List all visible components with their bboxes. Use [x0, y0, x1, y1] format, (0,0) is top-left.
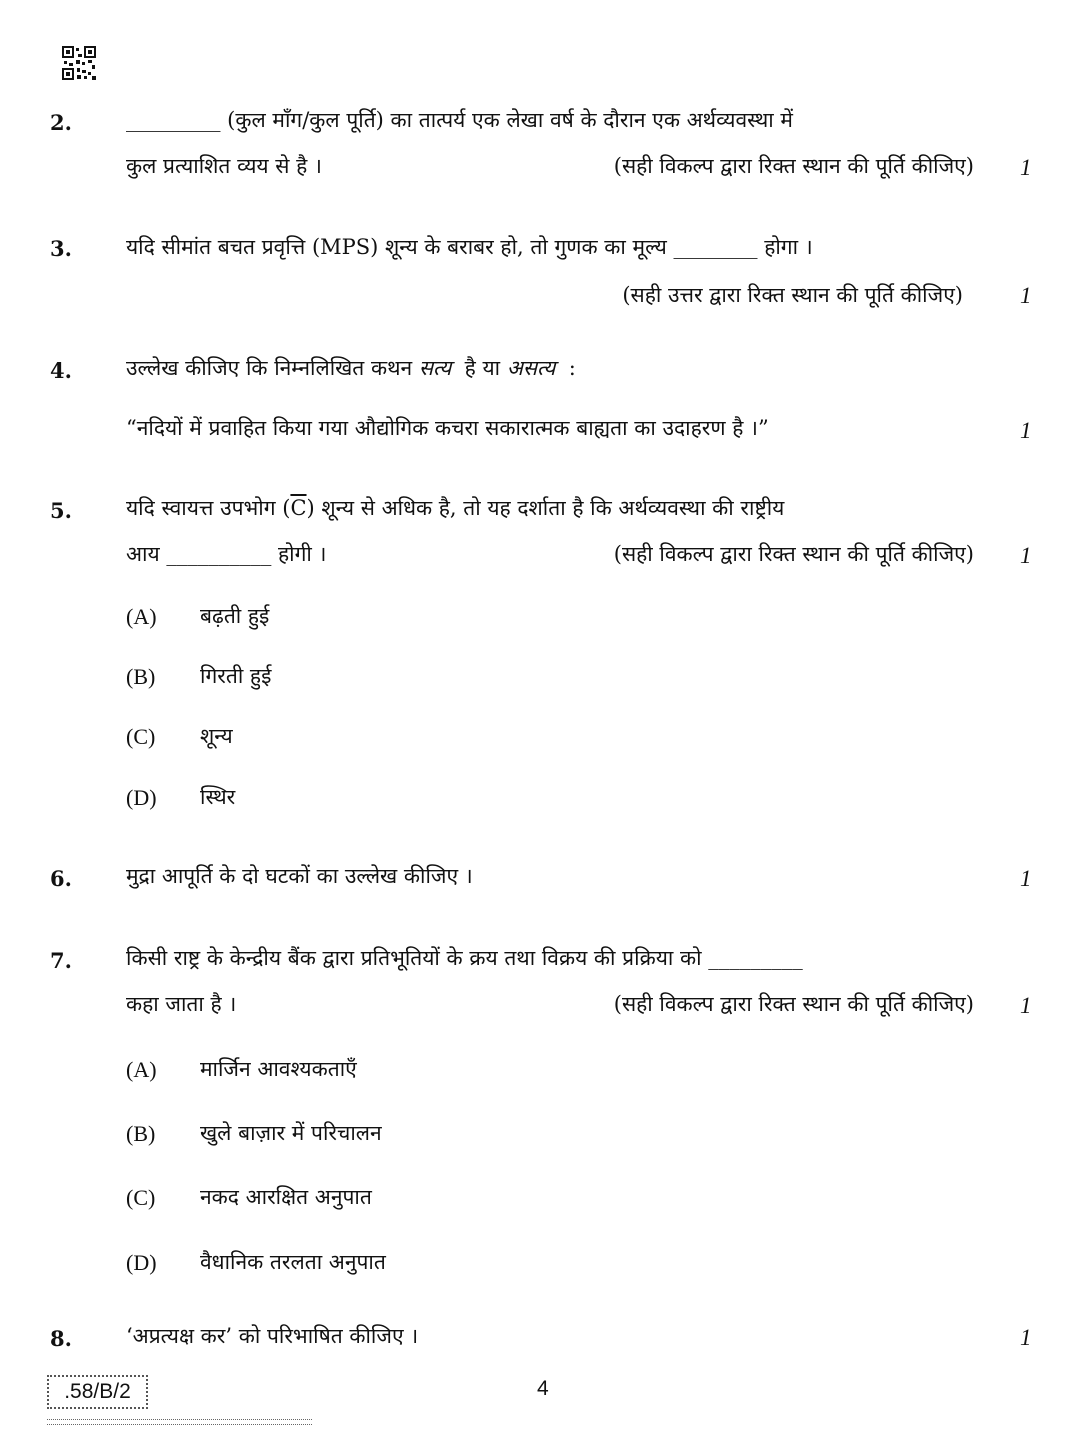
option-label: (B)	[126, 664, 156, 689]
marks: 1	[1020, 993, 1032, 1018]
page-number: 4	[537, 1377, 549, 1400]
option-text: खुले बाज़ार में परिचालन	[200, 1121, 382, 1145]
marks: 1	[1020, 1325, 1032, 1350]
c-bar-symbol: $\overline{C}$	[290, 496, 307, 520]
question-text-line2: आय __________ होगी ।	[126, 542, 327, 566]
option-label: (C)	[126, 724, 156, 749]
question-number: 6.	[50, 866, 72, 891]
question-text-line1: मुद्रा आपूर्ति के दो घटकों का उल्लेख कीजिए ।	[126, 864, 473, 888]
question-text-line1: किसी राष्ट्र के केन्द्रीय बैंक द्वारा प्रतिभूतियों के क्रय तथा विक्रय की प्रक्रिया को _________	[126, 946, 803, 970]
question-text-line1: _________ (कुल माँग/कुल पूर्ति) का तात्पर्य एक लेखा वर्ष के दौरान एक अर्थव्यवस्था में	[126, 108, 793, 132]
question-statement: “नदियों में प्रवाहित किया गया औद्योगिक कचरा सकारात्मक बाह्यता का उदाहरण है ।”	[126, 416, 769, 440]
question-text-line1	[126, 354, 576, 382]
word-false: असत्य	[506, 356, 556, 380]
qr-code-icon	[62, 46, 96, 80]
option-text: गिरती हुई	[200, 664, 272, 688]
option-text: मार्जिन आवश्यकताएँ	[200, 1057, 357, 1081]
option-label: (A)	[126, 1057, 157, 1082]
option-text: बढ़ती हुई	[200, 604, 270, 628]
paper-code: .58/B/2	[47, 1375, 148, 1409]
instruction: (सही उत्तर द्वारा रिक्त स्थान की पूर्ति कीजिए)	[622, 283, 963, 307]
option-label: (D)	[126, 785, 157, 810]
statement-mid: है या	[464, 356, 501, 380]
option-text: वैधानिक तरलता अनुपात	[200, 1250, 386, 1274]
option-text: नकद आरक्षित अनुपात	[200, 1185, 372, 1209]
question-number: 2.	[50, 110, 72, 135]
question-text-line1: ‘अप्रत्यक्ष कर’ को परिभाषित कीजिए ।	[126, 1324, 419, 1348]
statement-intro: उल्लेख कीजिए कि निम्नलिखित कथन	[126, 356, 413, 380]
question-text-line2: कहा जाता है ।	[126, 992, 237, 1016]
option-label: (C)	[126, 1185, 156, 1210]
instruction: (सही विकल्प द्वारा रिक्त स्थान की पूर्ति कीजिए)	[613, 154, 974, 178]
marks: 1	[1020, 418, 1032, 443]
question-text-line1	[126, 494, 784, 522]
question-text-line1: यदि सीमांत बचत प्रवृत्ति (MPS) शून्य के बराबर हो, तो गुणक का मूल्य ________ होगा ।	[126, 235, 813, 259]
option-text: स्थिर	[200, 785, 236, 809]
marks: 1	[1020, 155, 1032, 180]
option-label: (D)	[126, 1250, 157, 1275]
text-post: ) शून्य से अधिक है, तो यह दर्शाता है कि अर्थव्यवस्था की राष्ट्रीय	[306, 496, 785, 520]
marks: 1	[1020, 283, 1032, 308]
marks: 1	[1020, 543, 1032, 568]
instruction: (सही विकल्प द्वारा रिक्त स्थान की पूर्ति कीजिए)	[613, 992, 974, 1016]
question-text-line2: कुल प्रत्याशित व्यय से है ।	[126, 154, 322, 178]
question-number: 7.	[50, 948, 72, 973]
word-true: सत्य	[418, 356, 452, 380]
question-number: 5.	[50, 498, 72, 523]
question-number: 8.	[50, 1326, 72, 1351]
option-label: (B)	[126, 1121, 156, 1146]
marks: 1	[1020, 866, 1032, 891]
option-text: शून्य	[200, 724, 233, 748]
colon: :	[568, 356, 576, 380]
microtext-line	[47, 1419, 312, 1425]
question-number: 3.	[50, 236, 72, 261]
instruction: (सही विकल्प द्वारा रिक्त स्थान की पूर्ति कीजिए)	[613, 542, 974, 566]
text-pre: यदि स्वायत्त उपभोग (	[126, 496, 291, 520]
question-number: 4.	[50, 358, 72, 383]
option-label: (A)	[126, 604, 157, 629]
